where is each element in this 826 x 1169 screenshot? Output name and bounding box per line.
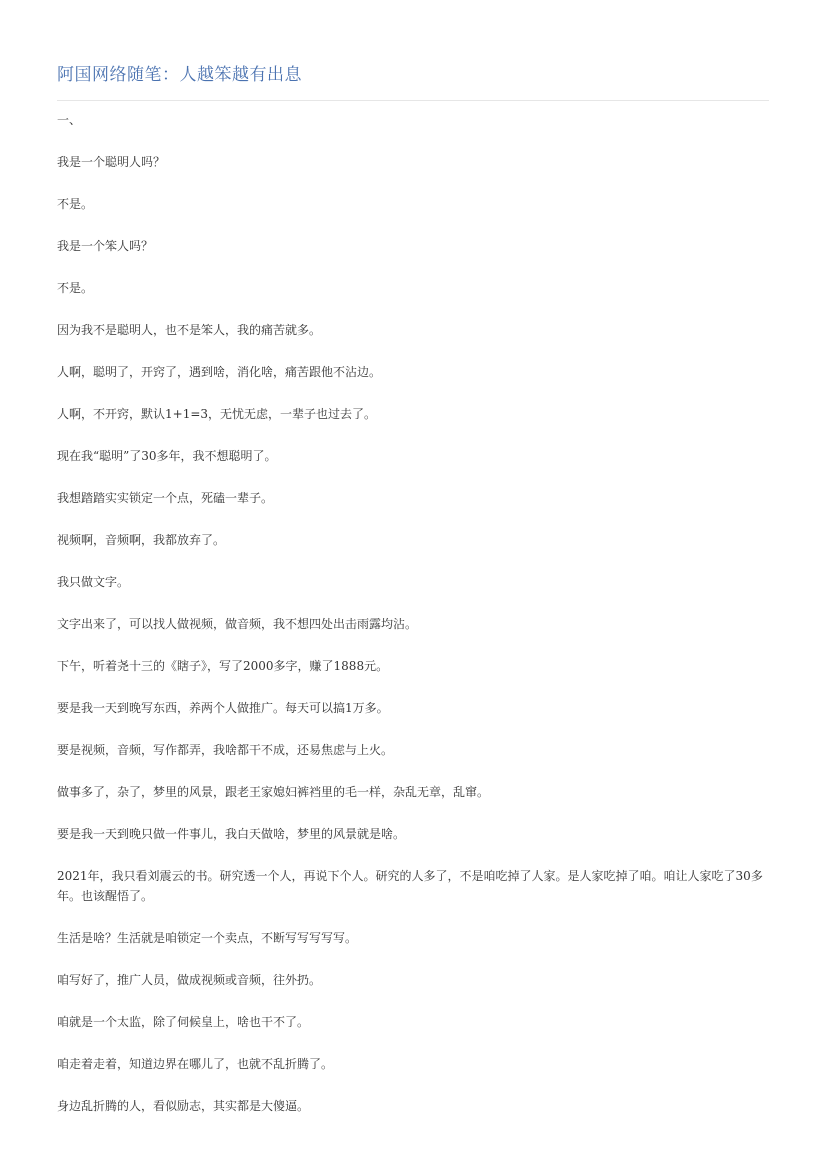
paragraph: 文字出来了，可以找人做视频，做音频，我不想四处出击雨露均沾。 (57, 617, 418, 631)
paragraph: 我是一个笨人吗？ (57, 239, 154, 253)
paragraph: 要是视频，音频，写作都弄，我啥都干不成，还易焦虑与上火。 (57, 743, 394, 757)
article-body (57, 101, 769, 1116)
paragraph: 咱写好了，推广人员，做成视频或音频，往外扔。 (57, 973, 322, 987)
article-title: 阿国网络随笔：人越笨越有出息 (57, 65, 302, 85)
paragraph: 要是我一天到晚只做一件事儿，我白天做啥，梦里的风景就是啥。 (57, 827, 406, 841)
paragraph: 因为我不是聪明人，也不是笨人，我的痛苦就多。 (57, 323, 322, 337)
paragraph: 做事多了，杂了，梦里的风景，跟老王家媳妇裤裆里的毛一样，杂乱无章，乱窜。 (57, 785, 490, 799)
paragraph: 要是我一天到晚写东西，养两个人做推广。每天可以搞1万多。 (57, 701, 389, 715)
paragraph: 我想踏踏实实锁定一个点，死磕一辈子。 (57, 491, 274, 505)
paragraph: 咱走着走着，知道边界在哪儿了，也就不乱折腾了。 (57, 1057, 334, 1071)
paragraph: 视频啊，音频啊，我都放弃了。 (57, 533, 226, 547)
paragraph: 不是。 (57, 197, 94, 211)
paragraph: 咱就是一个太监，除了伺候皇上，啥也干不了。 (57, 1015, 310, 1029)
paragraph: 我是一个聪明人吗？ (57, 155, 166, 169)
paragraph: 一、 (57, 113, 82, 127)
paragraph: 生活是啥？生活就是咱锁定一个卖点，不断写写写写写。 (57, 931, 358, 945)
paragraph: 下午，听着尧十三的《瞎子》，写了2000多字，赚了1888元。 (57, 659, 389, 673)
paragraph: 我只做文字。 (57, 575, 130, 589)
paragraph: 现在我“聪明”了30多年，我不想聪明了。 (57, 449, 277, 463)
article-page (57, 62, 769, 1138)
paragraph: 人啊，聪明了，开窍了，遇到啥，消化啥，痛苦跟他不沾边。 (57, 365, 382, 379)
paragraph: 人啊，不开窍，默认1+1=3，无忧无虑，一辈子也过去了。 (57, 407, 377, 421)
paragraph: 身边乱折腾的人，看似励志，其实都是大傻逼。 (57, 1099, 310, 1113)
paragraph: 不是。 (57, 281, 94, 295)
paragraph: 2021年，我只看刘震云的书。研究透一个人，再说下个人。研究的人多了，不是咱吃掉了人家。是人家吃掉了咱。咱让人家吃了30多年。也该醒悟了。 (57, 869, 763, 903)
